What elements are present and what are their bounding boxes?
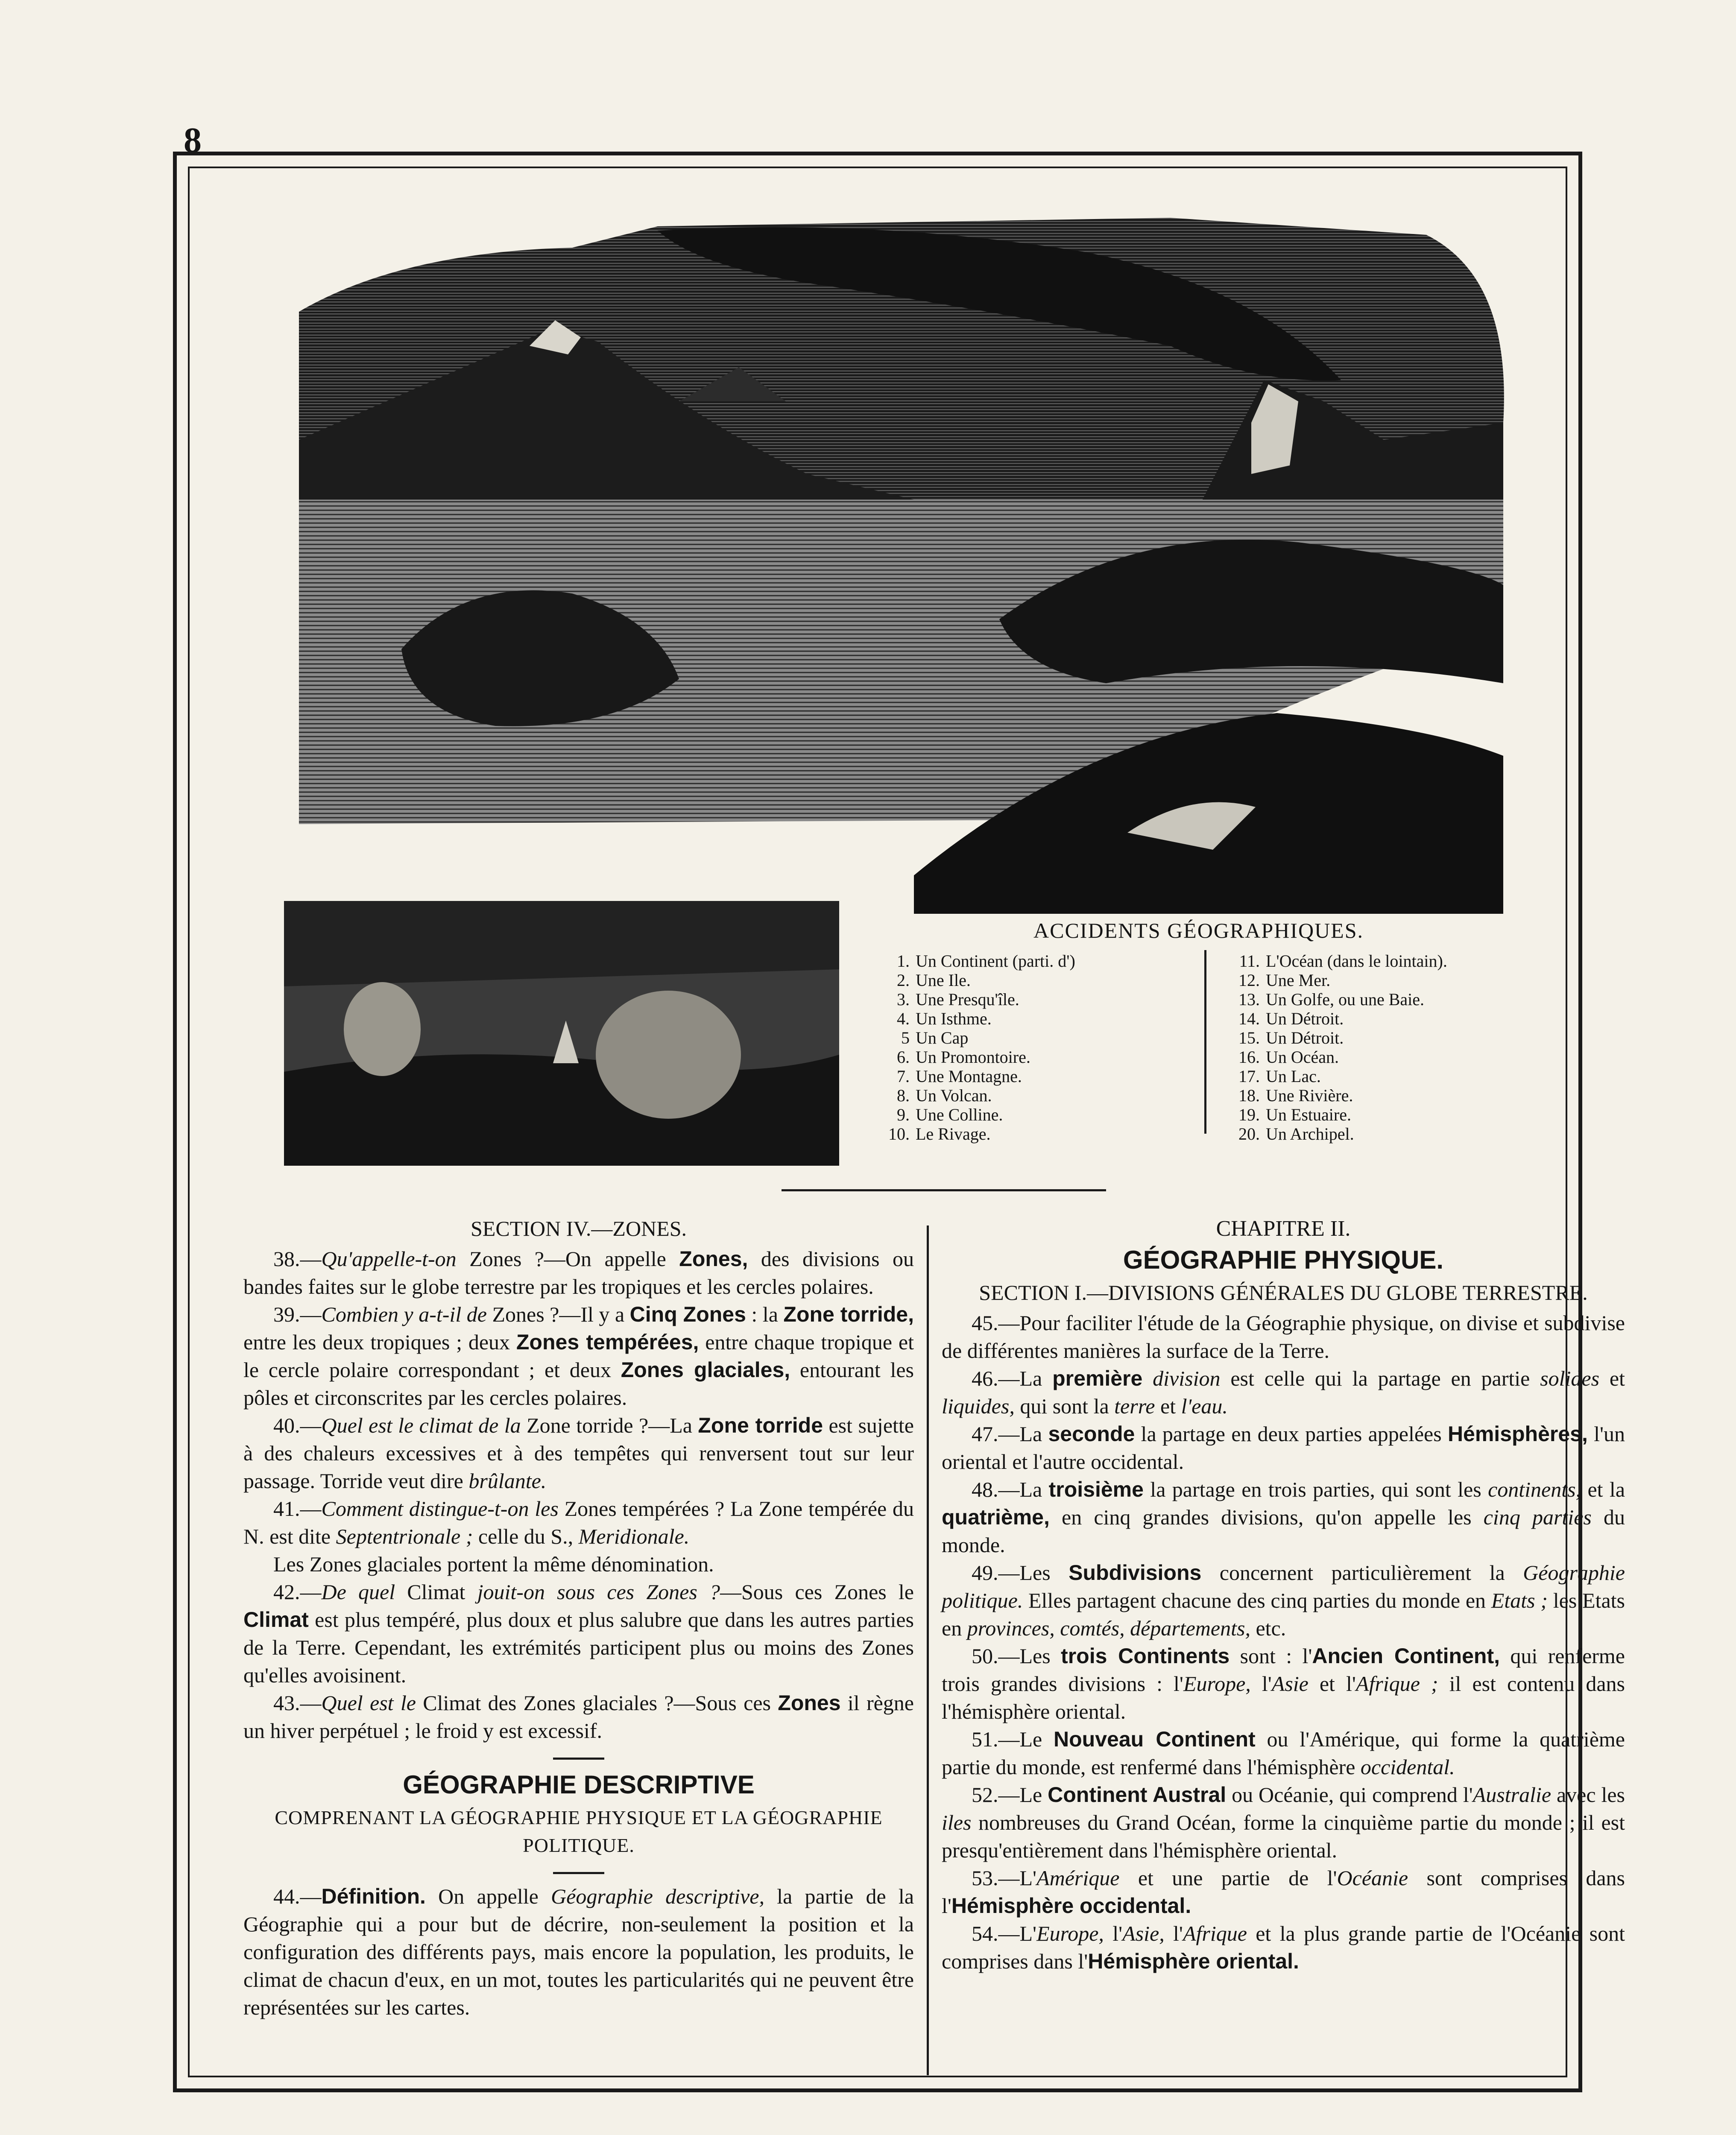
short-rule: [553, 1872, 604, 1874]
paragraph-40: 40.—Quel est le climat de la Zone torride ?—La Zone torride est sujette à des chaleurs excessives et à des tempêtes qui renversent tout sur leur passage. Torride veut dire brûlante.: [243, 1413, 914, 1493]
legend-item: 13. Un Golfe, ou une Baie.: [1238, 990, 1425, 1009]
paragraph-47: 47.—La seconde la partage en deux parties appelées Hémisphères, l'un oriental et l'autre occidental.: [942, 1422, 1625, 1474]
legend-divider: [1204, 950, 1206, 1134]
legend-item: 2. Une Ile.: [897, 971, 971, 990]
geo-descriptive-heading: GÉOGRAPHIE DESCRIPTIVE: [403, 1770, 755, 1799]
chapter-title: GÉOGRAPHIE PHYSIQUE.: [1123, 1246, 1444, 1274]
legend-item: 6. Un Promontoire.: [897, 1047, 1030, 1067]
geo-descriptive-subheading: COMPRENANT LA GÉOGRAPHIE PHYSIQUE ET LA GÉOGRAPHIE POLITIQUE.: [275, 1807, 883, 1856]
paragraph-51: 51.—Le Nouveau Continent ou l'Amérique, qui forme la quatrième partie du monde, est renfermé dans l'hémisphère occidental.: [942, 1727, 1625, 1779]
paragraph-50: 50.—Les trois Continents sont : l'Ancien Continent, qui renferme trois grandes divisions : l'Europe, l'Asie et l'Afrique ; il est contenu dans l'hémisphère oriental.: [942, 1644, 1625, 1723]
illustration-caption: ACCIDENTS GÉOGRAPHIQUES.: [1033, 918, 1364, 942]
section-heading: SECTION I.—DIVISIONS GÉNÉRALES DU GLOBE TERRESTRE.: [979, 1281, 1588, 1304]
section-heading: SECTION IV.—ZONES.: [470, 1217, 687, 1240]
legend-item: 9. Une Colline.: [897, 1105, 1003, 1124]
paragraph-53: 53.—L'Amérique et une partie de l'Océanie sont comprises dans l'Hémisphère occidental.: [942, 1866, 1625, 1918]
paragraph-41b: Les Zones glaciales portent la même dénomination.: [273, 1552, 714, 1576]
legend-list-right: [1221, 951, 1447, 1144]
legend-item: 1. Un Continent (parti. d'): [897, 951, 1075, 971]
legend-item: 18. Une Rivière.: [1238, 1086, 1353, 1105]
paragraph-52: 52.—Le Continent Austral ou Océanie, qui comprend l'Australie avec les iles nombreuses du Grand Océan, forme la cinquième partie du monde ; il est presqu'entièrement dans l'hémisphère oriental.: [942, 1783, 1625, 1862]
chapter-heading: CHAPITRE II.: [1216, 1217, 1351, 1241]
legend-item: 4. Un Isthme.: [897, 1009, 992, 1028]
legend-item: 15. Un Détroit.: [1238, 1028, 1344, 1047]
paragraph-48: 48.—La troisième la partage en trois parties, qui sont les continents, et la quatrième, en cinq grandes divisions, qu'on appelle les cinq parties du monde.: [942, 1477, 1625, 1557]
column-divider: [927, 1225, 929, 2075]
inset-engraving: [284, 901, 839, 1166]
legend-item: 20. Un Archipel.: [1238, 1124, 1354, 1144]
paragraph-49: 49.—Les Subdivisions concernent particulièrement la Géographie politique. Elles partagent chacune des cinq parties du monde en Etats ; les Etats en provinces, comtés, départements, etc.: [942, 1561, 1625, 1640]
legend-list-left: [871, 951, 1075, 1144]
legend-item: 17. Un Lac.: [1238, 1067, 1321, 1086]
paragraph-44: 44.—Définition. On appelle Géographie descriptive, la partie de la Géographie qui a pour but de décrire, non-seulement la position et la configuration des différents pays, mais encore la population, les produits, le climat de chacun d'eux, en un mot, toutes les particularités qui ne peuvent être représentées sur les cartes.: [243, 1884, 914, 2019]
paragraph-54: 54.—L'Europe, l'Asie, l'Afrique et la plus grande partie de l'Océanie sont comprises dans l'Hémisphère oriental.: [942, 1922, 1625, 1973]
legend-item: 12. Une Mer.: [1238, 971, 1331, 990]
short-rule: [553, 1758, 604, 1760]
legend-item: 5 Un Cap: [901, 1028, 969, 1047]
legend-item: 8. Un Volcan.: [897, 1086, 992, 1105]
right-column: [942, 1215, 1625, 1975]
paragraph-38: 38.—Qu'appelle-t-on Zones ?—On appelle Zones, des divisions ou bandes faites sur le globe terrestre par les tropiques et les cercles polaires.: [243, 1247, 914, 1299]
landscape-engraving: [273, 201, 1533, 914]
paragraph-42: 42.—De quel Climat jouit-on sous ces Zones ?—Sous ces Zones le Climat est plus tempéré, plus doux et plus salubre que dans les autres parties de la Terre. Cependant, les extrémités participent plus ou moins des Zones qu'elles avoisinent.: [243, 1580, 914, 1687]
paragraph-41: 41.—Comment distingue-t-on les Zones tempérées ? La Zone tempérée du N. est dite Septentrionale ; celle du S., Meridionale.: [243, 1497, 914, 1548]
paragraph-39: 39.—Combien y a-t-il de Zones ?—Il y a Cinq Zones : la Zone torride, entre les deux tropiques ; deux Zones tempérées, entre chaque tropique et le cercle polaire correspondant ; et deux Zones glaciales, entourant les pôles et circonscrites par les cercles polaires.: [243, 1302, 914, 1410]
legend-item: 10. Le Rivage.: [888, 1124, 991, 1144]
section-rule: [782, 1189, 1106, 1191]
paragraph-43: 43.—Quel est le Climat des Zones glaciales ?—Sous ces Zones il règne un hiver perpétuel ; le froid y est excessif.: [243, 1691, 914, 1743]
paragraph-46: 46.—La première division est celle qui la partage en partie solides et liquides, qui sont la terre et l'eau.: [942, 1366, 1625, 1418]
page-number: 8: [184, 120, 202, 160]
legend-item: 11. L'Océan (dans le lointain).: [1239, 951, 1447, 971]
legend-item: 7. Une Montagne.: [897, 1067, 1022, 1086]
legend-item: 14. Un Détroit.: [1238, 1009, 1344, 1028]
legend-item: 19. Un Estuaire.: [1238, 1105, 1351, 1124]
left-column: [243, 1215, 914, 2021]
paragraph-45: 45.—Pour faciliter l'étude de la Géographie physique, on divise et subdivise de différentes manières la surface de la Terre.: [942, 1311, 1625, 1363]
legend-item: 3. Une Presqu'île.: [897, 990, 1019, 1009]
legend-item: 16. Un Océan.: [1238, 1047, 1339, 1067]
